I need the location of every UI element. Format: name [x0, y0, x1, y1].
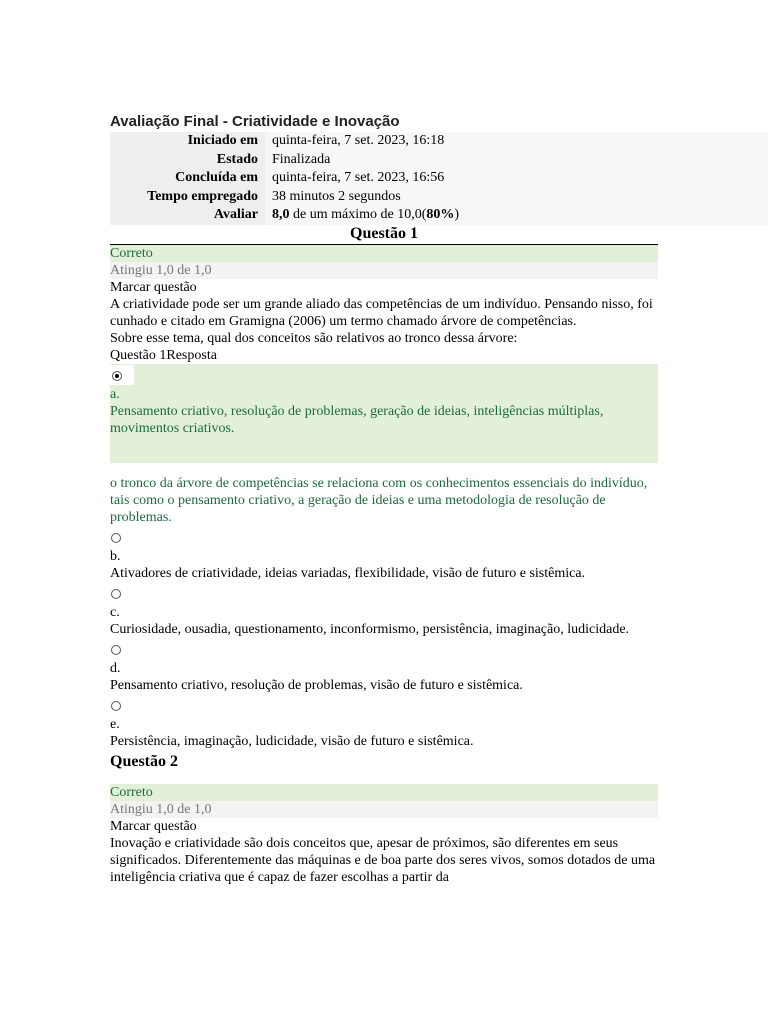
option-letter: a. [110, 386, 120, 402]
summary-label: Estado [110, 151, 265, 170]
attempt-summary-table [110, 132, 768, 225]
option-letter: b. [110, 548, 121, 564]
summary-row-grade [110, 206, 768, 225]
summary-value: Finalizada [265, 151, 768, 170]
summary-value: 38 minutos 2 segundos [265, 188, 768, 207]
summary-row-started [110, 132, 768, 151]
grade-score: 8,0 [272, 207, 290, 223]
option-d[interactable] [110, 638, 658, 694]
summary-row-state [110, 151, 768, 170]
option-text: Curiosidade, ousadia, questionamento, inconformismo, persistência, imaginação, ludicidade. [110, 621, 630, 637]
question-heading: Questão 2 [110, 752, 178, 770]
question-heading: Questão 1 [110, 225, 658, 245]
radio-icon[interactable] [111, 533, 121, 543]
grade-end: ) [454, 207, 460, 223]
summary-label: Concluída em [110, 169, 265, 188]
option-text: Persistência, imaginação, ludicidade, visão de futuro e sistêmica. [110, 733, 474, 749]
summary-value: quinta-feira, 7 set. 2023, 16:56 [265, 169, 768, 188]
page-title: Avaliação Final - Criatividade e Inovação [110, 113, 400, 130]
option-text: Pensamento criativo, resolução de problemas, visão de futuro e sistêmica. [110, 677, 523, 693]
flag-question-link[interactable]: Marcar questão [110, 279, 197, 295]
summary-label: Tempo empregado [110, 188, 265, 207]
flag-question-link[interactable]: Marcar questão [110, 818, 197, 834]
question-text: A criatividade pode ser um grande aliado das competências de um indivíduo. Pensando nisso, foi cunhado e citado em Gramigna (2006) um termo chamado árvore de competências. [110, 296, 653, 329]
option-a-body [110, 386, 658, 463]
radio-icon[interactable] [111, 701, 121, 711]
quiz-review-page [110, 112, 658, 886]
question-grade: Atingiu 1,0 de 1,0 [110, 801, 658, 818]
option-c[interactable] [110, 582, 658, 638]
grade-percent: 80% [426, 207, 455, 223]
question-grade: Atingiu 1,0 de 1,0 [110, 262, 658, 279]
radio-box [110, 365, 134, 385]
summary-label: Iniciado em [110, 132, 265, 151]
question-state: Correto [110, 784, 658, 801]
grade-middle: de um máximo de 10,0( [289, 207, 427, 223]
question-state: Correto [110, 245, 658, 262]
question-prompt: Sobre esse tema, qual dos conceitos são relativos ao tronco dessa árvore: [110, 330, 518, 346]
radio-icon[interactable] [111, 589, 121, 599]
summary-row-time [110, 188, 768, 207]
answer-label: Questão 1Resposta [110, 347, 217, 363]
question-1 [110, 225, 658, 750]
option-a-radio-row [110, 364, 658, 386]
radio-icon[interactable] [111, 645, 121, 655]
option-b[interactable] [110, 526, 658, 582]
option-letter: c. [110, 604, 120, 620]
radio-wrap [110, 638, 658, 660]
radio-wrap [110, 582, 658, 604]
option-letter: e. [110, 716, 120, 732]
radio-wrap [110, 694, 658, 716]
option-text: Pensamento criativo, resolução de problemas, geração de ideias, inteligências múltiplas, movimentos criativos. [110, 403, 604, 436]
question-2 [110, 753, 658, 886]
summary-value: quinta-feira, 7 set. 2023, 16:18 [265, 132, 768, 151]
question-text: Inovação e criatividade são dois conceitos que, apesar de próximos, são diferentes em seus significados. Diferentemente das máquinas e de boa parte dos seres vivos, somos dotados de uma inteligência criativa que é capaz de fazer escolhas a partir da [110, 835, 656, 885]
summary-value [265, 206, 768, 225]
option-letter: d. [110, 660, 121, 676]
option-text: Ativadores de criatividade, ideias variadas, flexibilidade, visão de futuro e sistêmica. [110, 565, 586, 581]
radio-wrap [110, 526, 658, 548]
answer-feedback: o tronco da árvore de competências se relaciona com os conhecimentos essenciais do indivíduo, tais como o pensamento criativo, a geração de ideias e uma metodologia de resolução de problemas. [110, 475, 648, 525]
option-a[interactable] [110, 364, 658, 463]
radio-selected-icon[interactable] [112, 371, 122, 381]
option-e[interactable] [110, 694, 658, 750]
summary-label: Avaliar [110, 206, 265, 225]
summary-row-completed [110, 169, 768, 188]
